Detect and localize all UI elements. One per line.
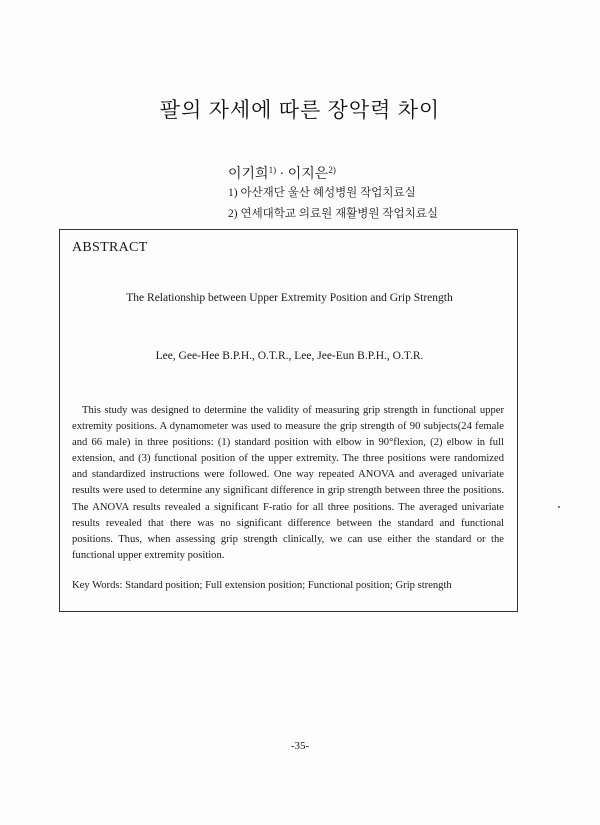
author-line xyxy=(228,163,336,183)
paper-title: 팔의 자세에 따른 장악력 차이 xyxy=(159,98,441,122)
english-authors: Lee, Gee-Hee B.P.H., O.T.R., Lee, Jee-Eun B.P.H., O.T.R. xyxy=(155,350,424,362)
abstract-box xyxy=(59,229,518,612)
page-number: -35- xyxy=(290,740,310,752)
author-1-affiliation-marker: 1) xyxy=(268,165,277,175)
author-2-affiliation-marker: 2) xyxy=(328,165,336,175)
abstract-heading: ABSTRACT xyxy=(72,240,148,255)
english-title: The Relationship between Upper Extremity Position and Grip Strength xyxy=(126,292,453,304)
scan-speck xyxy=(558,506,560,508)
author-1-name: 이기희 xyxy=(228,167,269,182)
author-separator: · xyxy=(279,167,285,182)
affiliation-2: 2) 연세대학교 의료원 재활병원 작업치료실 xyxy=(228,208,438,220)
author-2-name: 이지은 xyxy=(287,167,329,182)
affiliation-1: 1) 아산재단 울산 혜성병원 작업치료실 xyxy=(228,187,416,199)
key-words: Key Words: Standard position; Full extension position; Functional position; Grip strength xyxy=(72,580,452,591)
abstract-body: This study was designed to determine the validity of measuring grip strength in functional upper extremity positions. A dynamometer was used to measure the grip strength of 90 subjects(24 female and 66 male) in three positions: (1) standard position with elbow in 90°flexion, (2) elbow in full extension, and (3) functional position of the upper extremity. The three positions were randomized and standardized instructions were followed. One way repeated ANOVA and averaged univariate results were used to determine any significant difference in grip strength between three the positions. The ANOVA results revealed a significant F-ratio for all three positions. The averaged univariate results revealed that there was no significant difference between the standard and functional positions. Thus, when assessing grip strength clinically, we can use either the standard or the functional upper extremity position. xyxy=(72,405,504,561)
